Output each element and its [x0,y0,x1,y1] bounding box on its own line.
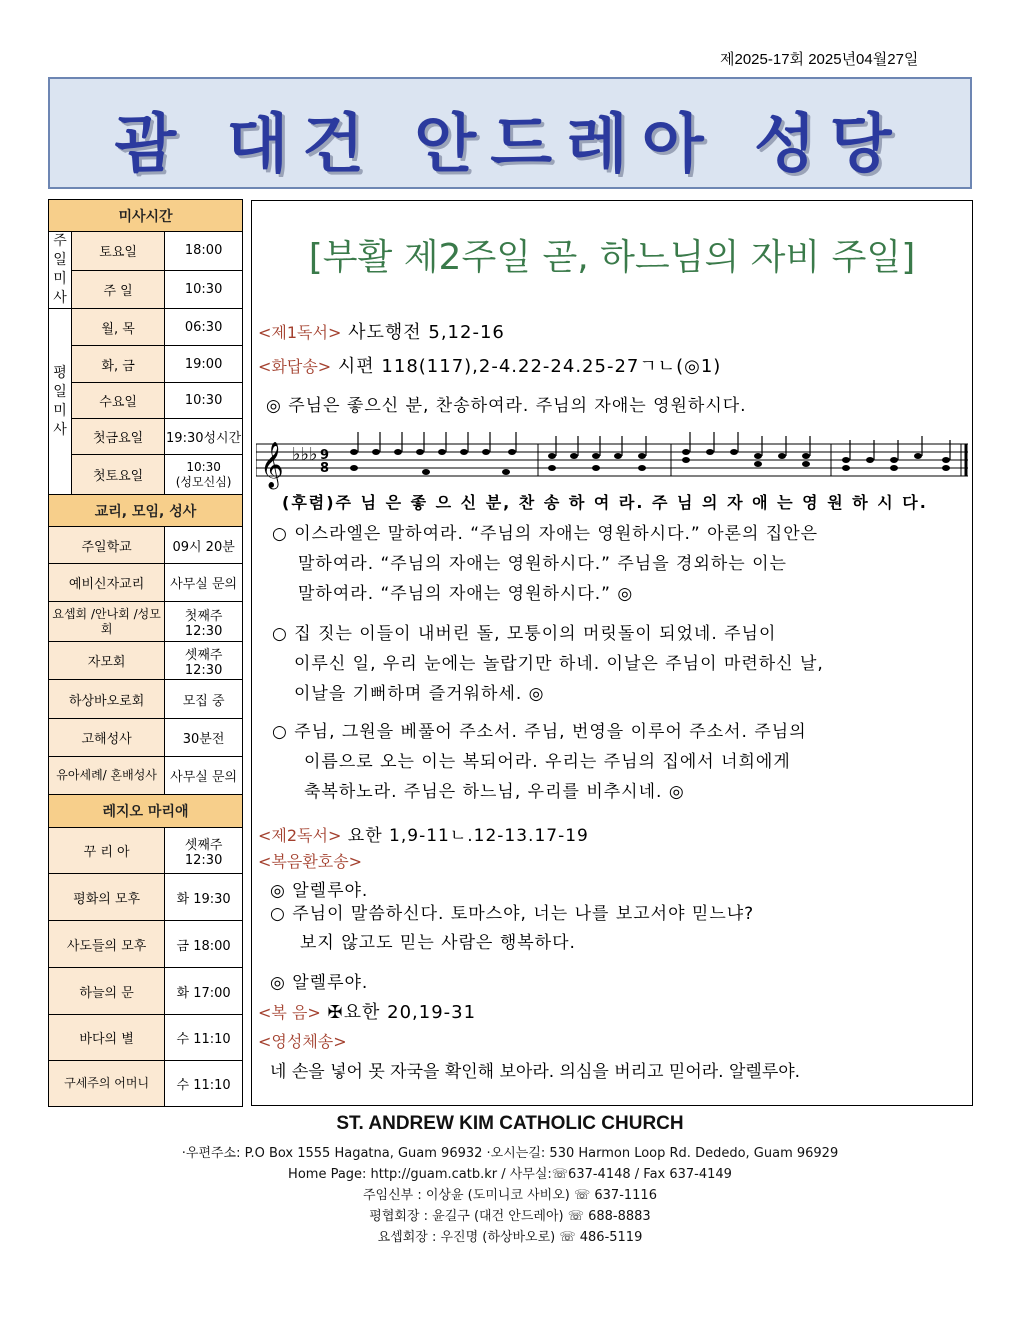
legio-time: 수 11:10 [165,1061,243,1107]
svg-text:9: 9 [320,448,330,463]
group-time: 09시 20분 [165,527,243,564]
mass-header: 미사시간 [49,200,243,232]
group-name: 유아세례/ 혼배성사 [49,757,165,795]
psalm-response: ◎ 주님은 좋으신 분, 찬송하여라. 주님의 자애는 영원하시다. [266,396,747,416]
second-reading [258,821,589,846]
psalm-tag: <화답송> [258,357,332,376]
legio-name: 평화의 모후 [49,874,165,921]
gospel-ref: ✠요한 20,19-31 [327,1002,477,1023]
joseph-chair: 요셉회장 : 우진명 (하상바오로) ☏ 486-5119 [377,1230,643,1245]
alleluia-2: ◎ 알렐루야. [270,973,369,993]
svg-text:8: 8 [320,461,330,476]
address: ·우편주소: P.O Box 1555 Hagatna, Guam 96932 ·오시는길: 530 Harmon Loop Rd. Dededo, Guam 96929 [181,1146,839,1161]
mass-time: 06:30 [165,309,243,346]
group-time: 30분전 [165,719,243,757]
group-name: 주일학교 [49,527,165,564]
alleluia-tag-line [258,849,362,872]
communion-tag: <영성체송> [258,1032,347,1051]
legio-name: 바다의 별 [49,1015,165,1061]
psalm-verse-3: ○ 주님, 그원을 베풀어 주소서. 주님, 번영을 이루어 주소서. 주님의 이름으로 오는 이는 복되어라. 우리는 주님의 집에서 너희에게 축복하노라. 주님은 하느님, 우리를 비추시네. ◎ [272,722,807,802]
mass-time: 10:30 [165,270,243,309]
legio-name: 꾸 리 아 [49,828,165,874]
mass-day: 첫금요일 [72,419,165,455]
gospel [258,998,476,1024]
psalm-verse-1: ○ 이스라엘은 말하여라. “주님의 자애는 영원하시다.” 아론의 집안은 말하여라. “주님의 자애는 영원하시다.” 주님을 경외하는 이는 말하여라. “주님의 자애는 영원하시다.” ◎ [272,524,819,604]
church-name: ST. ANDREW KIM CATHOLIC CHURCH [336,1113,684,1134]
mass-day: 수요일 [72,383,165,419]
mass-time: 19:30성시간 [165,419,243,455]
psalm-ref: 시편 118(117),2-4.22-24.25-27ㄱㄴ(◎1) [337,356,722,377]
svg-text:♭♭♭: ♭♭♭ [292,444,318,465]
gospel-tag: <복 음> [258,1003,321,1022]
mass-time: 18:00 [165,232,243,271]
group-time: 셋째주 12:30 [165,642,243,680]
legio-name: 사도들의 모후 [49,921,165,968]
legio-time: 수 11:10 [165,1015,243,1061]
mass-time: 10:30 [165,383,243,419]
psalm-verse-2: ○ 집 짓는 이들이 내버린 돌, 모퉁이의 머릿돌이 되었네. 주님이 이루신 일, 우리 눈에는 놀랍기만 하네. 이날은 주님이 마련하신 날, 이날을 기뻐하며 즐거워하세. ◎ [272,624,824,704]
second-reading-tag: <제2독서> [258,826,342,845]
refrain-lyrics: (후렴)주 님 은 좋 으 신 분, 찬 송 하 여 라. 주 님 의 자 애 는 영 원 하 시 다. [282,493,928,512]
council-chair: 평협회장 : 윤길구 (대건 안드레아) ☏ 688-8883 [369,1209,651,1224]
group-time: 첫째주 12:30 [165,602,243,642]
communion-antiphon: 네 손을 넣어 못 자국을 확인해 보아라. 의심을 버리고 믿어라. 알렐루야. [270,1062,801,1082]
mass-day: 월, 목 [72,309,165,346]
parish-title: 괌 대건 안드레아 성당 [114,108,906,182]
alleluia-verse: ○ 주님이 말씀하신다. 토마스야, 너는 나를 보고서야 믿느냐? 보지 않고도 믿는 사람은 행복하다. [270,904,755,953]
group-name: 요셉회 /안나회 /성모회 [49,602,165,642]
mass-day: 토요일 [72,232,165,271]
mass-time: 19:00 [165,346,243,383]
second-reading-ref: 요한 1,9-11ㄴ.12-13.17-19 [347,826,589,846]
group-name: 하상바오로회 [49,680,165,719]
mass-day: 첫토요일 [72,455,165,495]
group-time: 사무실 문의 [165,564,243,602]
legio-time: 셋째주 12:30 [165,828,243,874]
legio-time: 화 19:30 [165,874,243,921]
weekday-mass-label: 평 일 미 사 [49,309,72,495]
schedule-table [48,199,243,1107]
psalm [258,352,721,378]
pastor: 주임신부 : 이상윤 (도미니코 사비오) ☏ 637-1116 [363,1188,657,1203]
legio-time: 화 17:00 [165,968,243,1015]
legio-name: 하늘의 문 [49,968,165,1015]
group-time: 사무실 문의 [165,757,243,795]
group-name: 고해성사 [49,719,165,757]
group-name: 예비신자교리 [49,564,165,602]
communion-tag-line [258,1029,347,1052]
title-banner [48,77,972,189]
first-reading-tag: <제1독서> [258,323,342,342]
homepage: Home Page: http://guam.catb.kr / 사무실:☏637-4148 / Fax 637-4149 [288,1167,732,1182]
mass-day: 주 일 [72,270,165,309]
mass-time: 10:30 (성모신심) [165,455,243,495]
first-reading [258,318,505,344]
legio-header: 레지오 마리애 [49,795,243,828]
alleluia-1: ◎ 알렐루야. [270,881,369,901]
issue-number: 제2025-17회 2025년04월27일 [720,51,919,68]
alleluia-tag: <복음환호송> [258,852,363,871]
group-time: 모집 중 [165,680,243,719]
treble-clef-icon: 𝄞 [260,442,284,488]
first-reading-ref: 사도행전 5,12-16 [348,322,505,343]
group-name: 자모회 [49,642,165,680]
legio-name: 구세주의 어머니 [49,1061,165,1107]
liturgy-panel [251,200,973,1106]
edu-header: 교리, 모임, 성사 [49,495,243,527]
sunday-mass-label: 주 일 미 사 [49,232,72,309]
mass-day: 화, 금 [72,346,165,383]
sunday-headline: [부활 제2주일 곧, 하느님의 자비 주일] [308,237,916,278]
legio-time: 금 18:00 [165,921,243,968]
